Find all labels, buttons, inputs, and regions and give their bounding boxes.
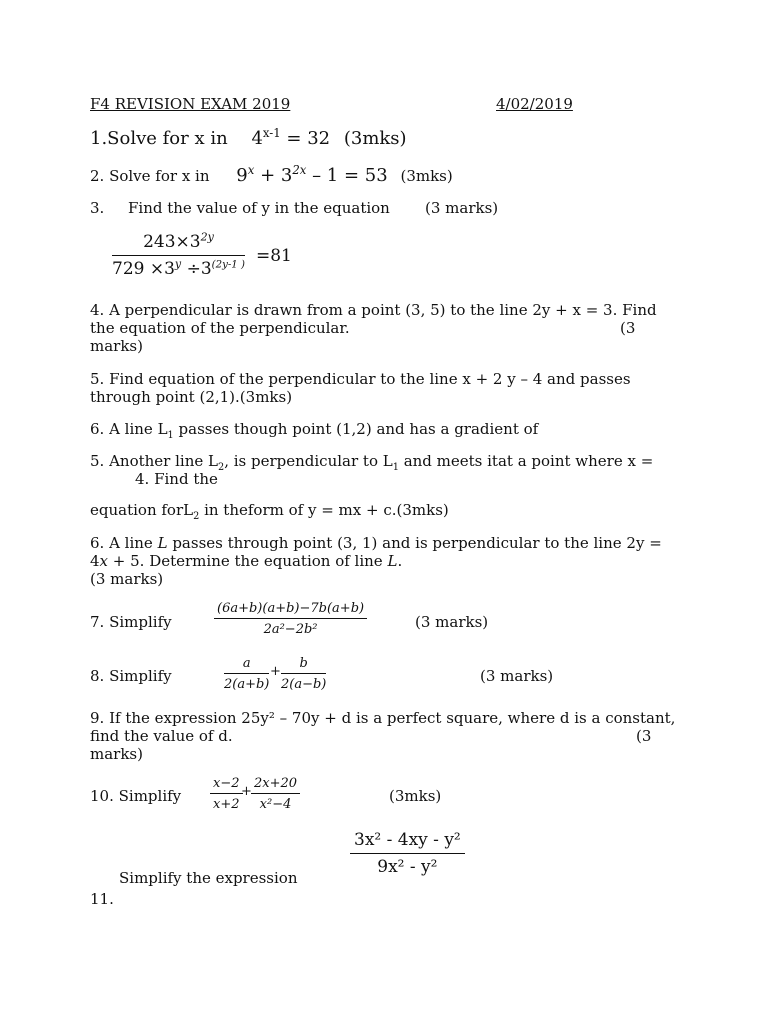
q11-numerator: 3x² - 4xy - y² <box>350 830 465 854</box>
q11-denominator: 9x² - y² <box>377 857 438 877</box>
q11-fraction <box>350 830 465 877</box>
q10-plus: + <box>241 784 252 799</box>
q1-prefix: 1.Solve for x in <box>90 128 228 149</box>
q2-marks: (3mks) <box>400 167 453 185</box>
q3-numerator: $243\times 3^{2y}$ <box>112 232 245 256</box>
q8-plus: + <box>270 664 281 679</box>
q9-line3: marks) <box>90 745 143 763</box>
question-5b-line3: equation forL$_2$ in theform of y = mx + c.(3mks) <box>90 501 449 522</box>
q10-label: 10. Simplify <box>90 787 182 805</box>
q7-numerator: (6a+b)(a+b)−7b(a+b) <box>214 601 367 619</box>
question-6b-line2: 4x + 5. Determine the equation of line L. <box>90 552 403 570</box>
q11-number: 11. <box>90 890 114 908</box>
question-6a: 6. A line $L_1$ passes though point (1,2) and has a gradient of <box>90 420 539 441</box>
q3-denominator: $729 \times 3^y \div 3^{(2y-1 )}$ <box>112 257 245 279</box>
q3-fraction <box>112 232 245 279</box>
q9-line1: 9. If the expression 25y² – 70y + d is a perfect square, where d is a constant, <box>90 709 676 727</box>
question-5b-line2: 4. Find the <box>135 470 218 488</box>
q2-equation: $9^x + 3^{2x} - 1 = 53$ <box>236 163 388 186</box>
q11-text: Simplify the expression <box>119 869 298 887</box>
question-2 <box>90 165 453 186</box>
q3-rhs: =81 <box>256 246 292 266</box>
question-5a: 5. Find equation of the perpendicular to the line x + 2 y – 4 and passes through point (2,1).(3mks) <box>90 370 631 406</box>
q10-fraction-b: $\frac{2x+20}{\text{x²−4}}$ <box>251 776 300 812</box>
question-4: 4. A perpendicular is drawn from a point (3, 5) to the line 2y + x = 3. Find the equation of the perpendicular. <box>90 301 657 337</box>
q4-marks: (3 <box>620 319 636 337</box>
q8-marks: (3 marks) <box>480 667 554 685</box>
q9-marks: (3 <box>636 727 652 745</box>
question-6b-line3: (3 marks) <box>90 570 164 588</box>
exam-date: 4/02/2019 <box>496 95 573 113</box>
q7-fraction <box>214 601 367 637</box>
question-6b-line1: 6. A line L passes through point (3, 1) and is perpendicular to the line 2y = <box>90 534 662 552</box>
q3-marks: (3 marks) <box>425 199 499 217</box>
q3-text: Find the value of y in the equation <box>128 199 390 217</box>
q7-marks: (3 marks) <box>415 613 489 631</box>
q2-prefix: 2. Solve for x in <box>90 167 210 185</box>
q10-marks: (3mks) <box>389 787 442 805</box>
q1-marks: (3mks) <box>343 128 407 149</box>
q7-denominator: 2a²−2b² <box>263 622 318 637</box>
q9-line2: find the value of d. <box>90 727 233 745</box>
q8-fraction-a: $\frac{a}{2(a+b)}$ <box>224 656 270 692</box>
q1-equation: $4^{x-1} = 32$ <box>251 126 331 149</box>
q8-fraction-b: $\frac{b}{2(a-b)}$ <box>281 656 327 692</box>
q7-label: 7. Simplify <box>90 613 172 631</box>
question-5b-line1: 5. Another line $L_2$, is perpendicular to $L_1$ and meets itat a point where x = <box>90 452 654 473</box>
exam-title: F4 REVISION EXAM 2019 <box>90 95 291 113</box>
q10-fraction-a: $\frac{x-2}{x+2}$ <box>210 776 243 812</box>
q4-marks-tail: marks) <box>90 337 143 355</box>
q8-label: 8. Simplify <box>90 667 172 685</box>
q3-number: 3. <box>90 199 105 217</box>
question-1 <box>90 128 407 149</box>
